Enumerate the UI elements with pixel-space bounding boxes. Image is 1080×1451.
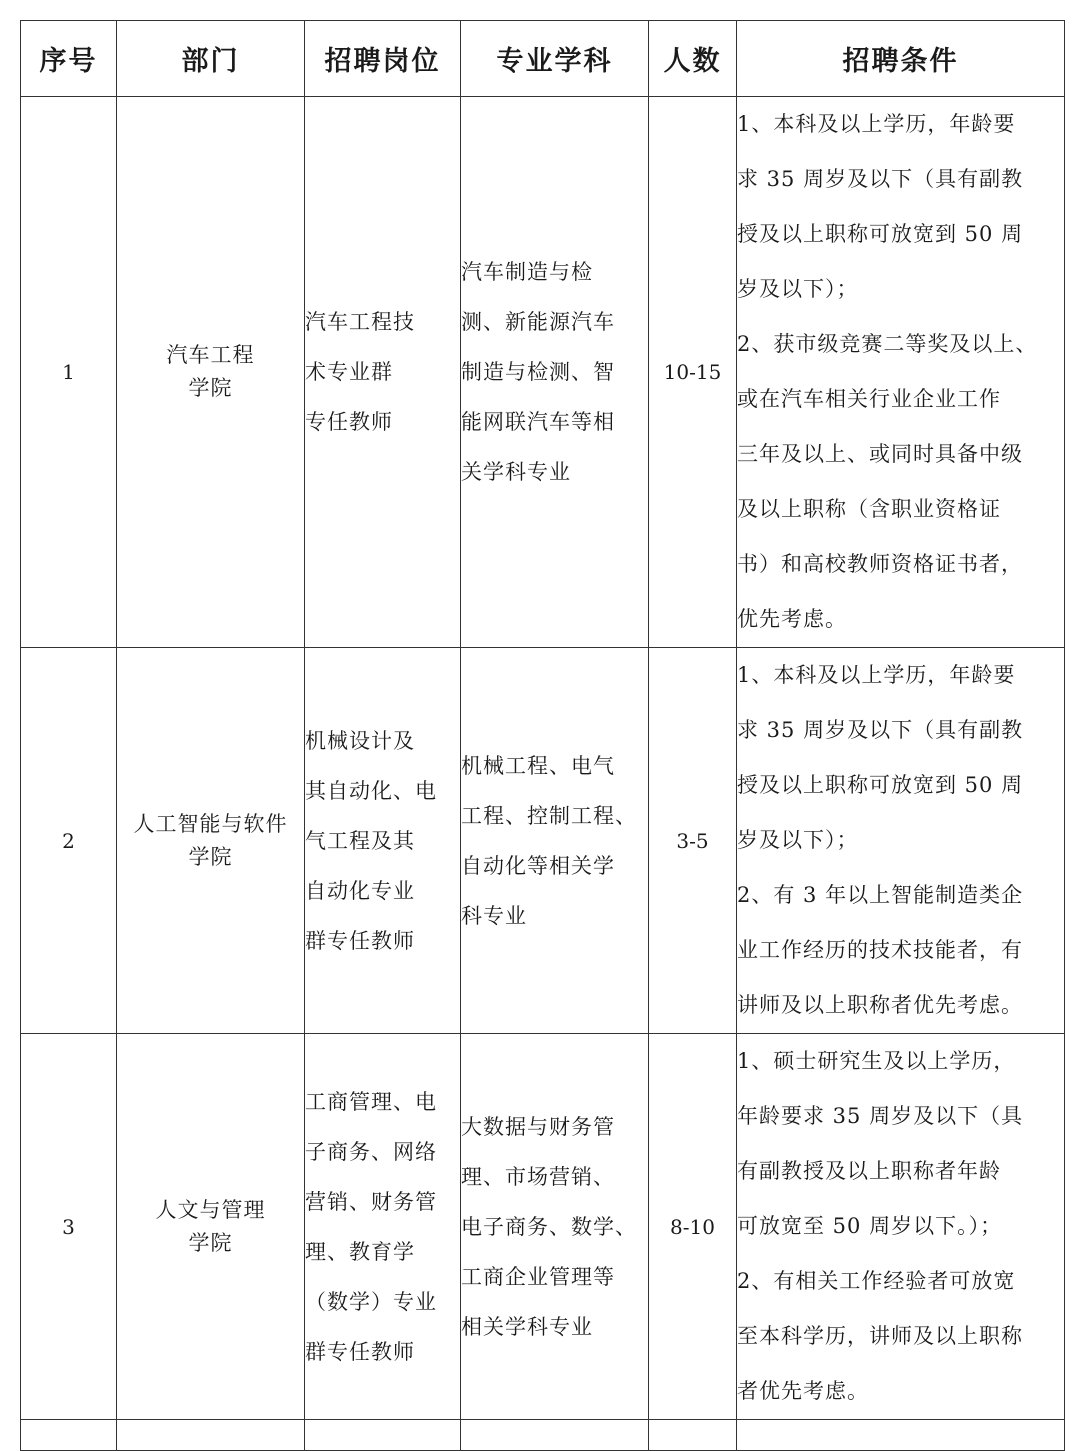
department-cell — [117, 648, 305, 1034]
department-line: 汽车工程 — [166, 343, 255, 367]
condition-line: 1、硕士研究生及以上学历， — [737, 1049, 1016, 1073]
empty-cell — [737, 1420, 1065, 1451]
table-row — [21, 1034, 1065, 1420]
condition-line: 授及以上职称可放宽到 50 周 — [737, 773, 1024, 797]
position-cell — [305, 648, 461, 1034]
condition-line: 或在汽车相关行业企业工作 — [737, 387, 1001, 411]
header-major: 专业学科 — [461, 21, 649, 97]
position-line: 其自动化、电 — [305, 778, 437, 803]
header-conditions: 招聘条件 — [737, 21, 1065, 97]
empty-cell — [649, 1420, 737, 1451]
position-cell — [305, 1034, 461, 1420]
major-line: 大数据与财务管 — [461, 1114, 615, 1139]
condition-line: 求 35 周岁及以下（具有副教 — [737, 718, 1024, 742]
position-line: 汽车工程技 — [305, 310, 415, 334]
count-cell: 3-5 — [649, 648, 737, 1034]
major-line: 制造与检测、智 — [461, 360, 615, 384]
header-serial: 序号 — [21, 21, 117, 97]
header-position: 招聘岗位 — [305, 21, 461, 97]
condition-line: 2、有相关工作经验者可放宽 — [737, 1269, 1016, 1293]
count-cell: 10-15 — [649, 97, 737, 648]
position-line: 气工程及其 — [305, 828, 415, 853]
department-line: 人文与管理 — [155, 1197, 266, 1222]
position-line: 群专任教师 — [305, 1339, 415, 1364]
major-line: 关学科专业 — [461, 460, 571, 484]
department-line: 人工智能与软件 — [133, 811, 288, 836]
condition-line: 授及以上职称可放宽到 50 周 — [737, 222, 1024, 246]
condition-line: 优先考虑。 — [737, 607, 847, 631]
empty-cell — [21, 1420, 117, 1451]
empty-cell — [461, 1420, 649, 1451]
major-line: 机械工程、电气 — [461, 753, 615, 778]
condition-line: 岁及以下）； — [737, 277, 859, 301]
condition-line: 岁及以下）； — [737, 828, 859, 852]
department-cell — [117, 97, 305, 648]
major-line: 相关学科专业 — [461, 1314, 593, 1339]
condition-line: 2、获市级竞赛二等奖及以上、 — [737, 332, 1038, 356]
department-line: 学院 — [188, 376, 233, 400]
conditions-cell — [737, 1034, 1065, 1420]
position-line: 专任教师 — [305, 410, 393, 434]
condition-line: 1、本科及以上学历，年龄要 — [737, 663, 1016, 687]
major-line: 电子商务、数学、 — [461, 1214, 637, 1239]
major-cell — [461, 97, 649, 648]
condition-line: 2、有 3 年以上智能制造类企 — [737, 883, 1024, 907]
position-line: 营销、财务管 — [305, 1189, 437, 1214]
condition-line: 1、本科及以上学历，年龄要 — [737, 112, 1016, 136]
condition-line: 者优先考虑。 — [737, 1379, 869, 1403]
major-line: 科专业 — [461, 903, 527, 928]
position-line: 自动化专业 — [305, 878, 415, 903]
condition-line: 年龄要求 35 周岁及以下（具 — [737, 1104, 1024, 1128]
position-cell — [305, 97, 461, 648]
condition-line: 可放宽至 50 周岁以下。）； — [737, 1214, 1003, 1238]
empty-cell — [117, 1420, 305, 1451]
condition-line: 及以上职称（含职业资格证 — [737, 497, 1001, 521]
major-line: 工商企业管理等 — [461, 1264, 615, 1289]
major-cell — [461, 648, 649, 1034]
header-row — [21, 21, 1065, 97]
condition-line: 有副教授及以上职称者年龄 — [737, 1159, 1001, 1183]
condition-line: 求 35 周岁及以下（具有副教 — [737, 167, 1024, 191]
condition-line: 三年及以上、或同时具备中级 — [737, 442, 1023, 466]
table-row — [21, 1420, 1065, 1451]
position-line: 理、教育学 — [305, 1239, 415, 1264]
position-line: （数学）专业 — [305, 1289, 437, 1314]
conditions-cell — [737, 97, 1065, 648]
table-row — [21, 97, 1065, 648]
table-row — [21, 648, 1065, 1034]
major-cell — [461, 1034, 649, 1420]
count-cell: 8-10 — [649, 1034, 737, 1420]
position-line: 子商务、网络 — [305, 1139, 437, 1164]
position-line: 工商管理、电 — [305, 1089, 437, 1114]
empty-cell — [305, 1420, 461, 1451]
header-department: 部门 — [117, 21, 305, 97]
department-line: 学院 — [188, 844, 233, 869]
major-line: 汽车制造与检 — [461, 260, 593, 284]
position-line: 机械设计及 — [305, 728, 415, 753]
recruitment-table — [20, 20, 1065, 1451]
position-line: 群专任教师 — [305, 928, 415, 953]
department-line: 学院 — [188, 1230, 233, 1255]
conditions-cell — [737, 648, 1065, 1034]
department-cell — [117, 1034, 305, 1420]
position-line: 术专业群 — [305, 360, 393, 384]
serial-cell: 3 — [21, 1034, 117, 1420]
condition-line: 至本科学历，讲师及以上职称 — [737, 1324, 1023, 1348]
major-line: 能网联汽车等相 — [461, 410, 615, 434]
major-line: 测、新能源汽车 — [461, 310, 615, 334]
header-count: 人数 — [649, 21, 737, 97]
condition-line: 讲师及以上职称者优先考虑。 — [737, 993, 1023, 1017]
major-line: 理、市场营销、 — [461, 1164, 615, 1189]
major-line: 工程、控制工程、 — [461, 803, 637, 828]
serial-cell: 1 — [21, 97, 117, 648]
major-line: 自动化等相关学 — [461, 853, 615, 878]
condition-line: 业工作经历的技术技能者，有 — [737, 938, 1023, 962]
condition-line: 书）和高校教师资格证书者， — [737, 552, 1023, 576]
serial-cell: 2 — [21, 648, 117, 1034]
